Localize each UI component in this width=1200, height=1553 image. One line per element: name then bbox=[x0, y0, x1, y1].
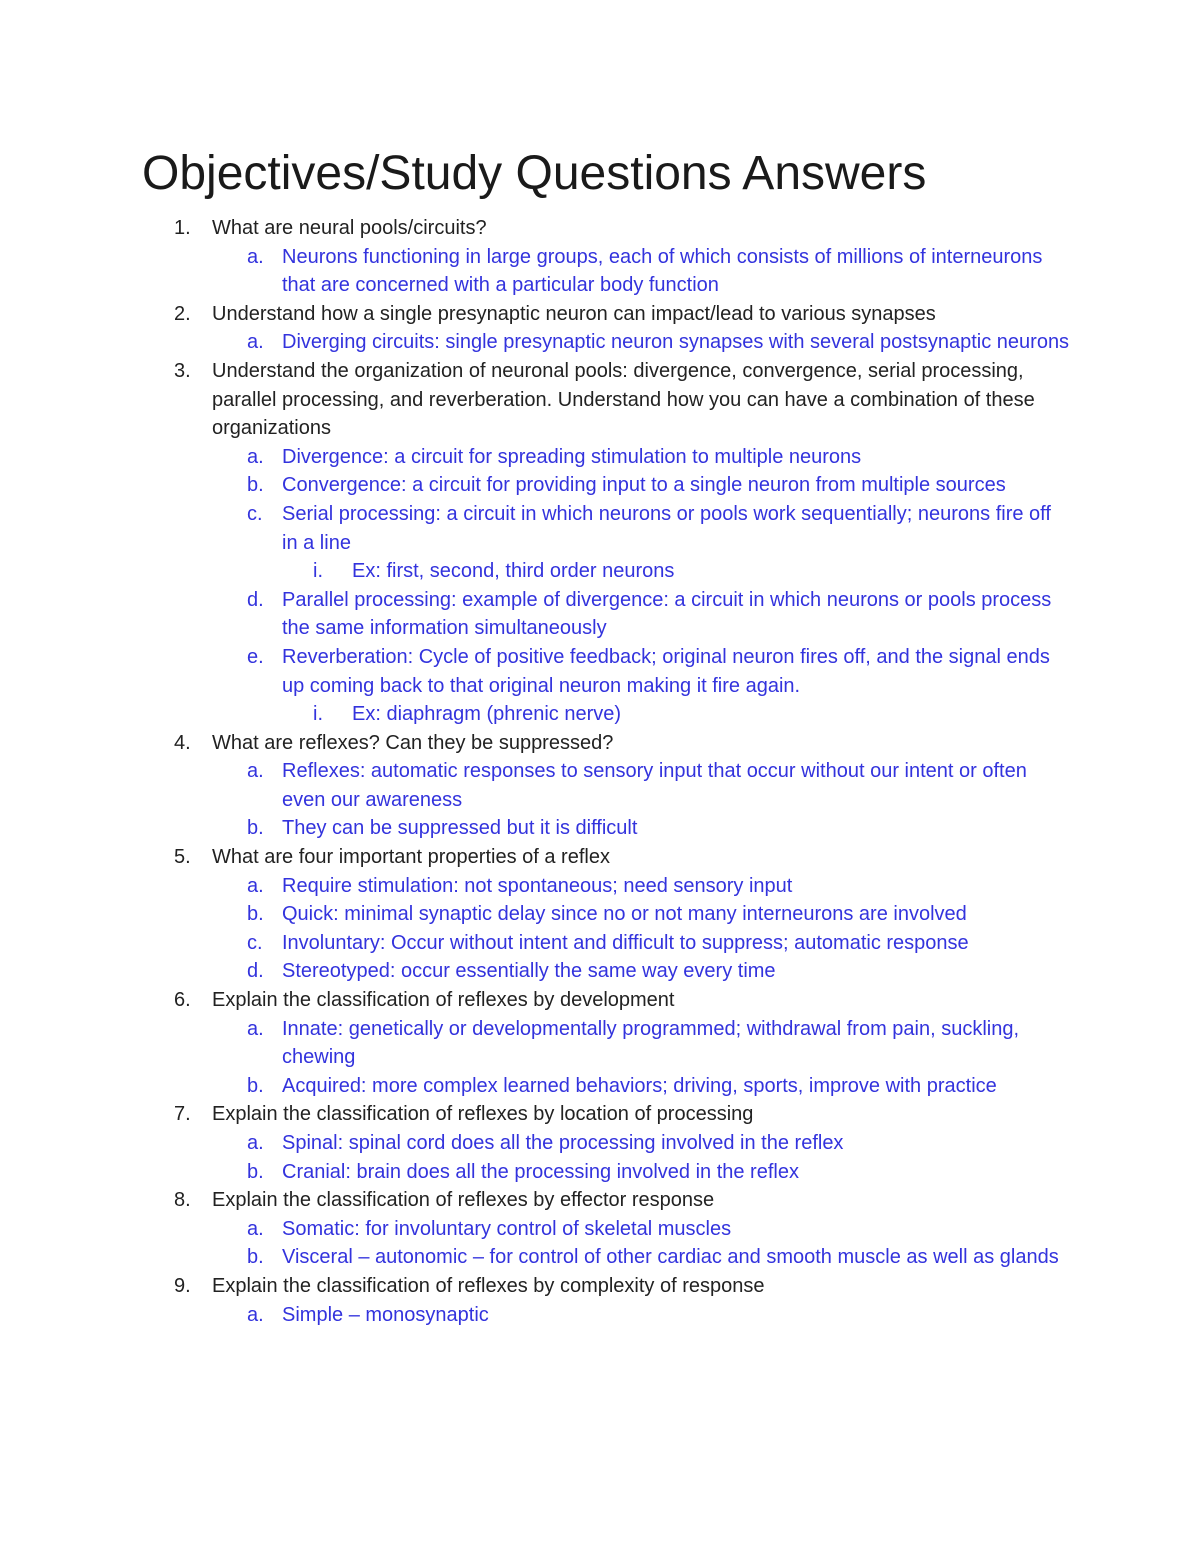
answer-text: Parallel processing: example of divergence: a circuit in which neurons or pools process the same information simultaneously bbox=[282, 588, 1052, 640]
question-item bbox=[142, 1272, 1072, 1301]
list-marker: c. bbox=[247, 502, 263, 525]
list-marker: a. bbox=[247, 874, 264, 897]
list-marker: b. bbox=[247, 474, 264, 497]
answer-item bbox=[142, 1301, 1072, 1330]
answer-text: Somatic: for involuntary control of skeletal muscles bbox=[282, 1217, 732, 1240]
question-item bbox=[142, 214, 1072, 243]
question-text: Explain the classification of reflexes by location of processing bbox=[212, 1103, 754, 1126]
question-item bbox=[142, 986, 1072, 1015]
answer-text: Require stimulation: not spontaneous; need sensory input bbox=[282, 874, 793, 897]
answer-item bbox=[142, 929, 1072, 958]
answer-text: Reverberation: Cycle of positive feedback; original neuron fires off, and the signal ends up coming back to that original neuron making it fire again. bbox=[282, 645, 1050, 697]
answer-item bbox=[142, 1072, 1072, 1101]
list-marker: i. bbox=[313, 703, 323, 726]
list-marker: b. bbox=[247, 1074, 264, 1097]
answer-text: Involuntary: Occur without intent and difficult to suppress; automatic response bbox=[282, 931, 969, 954]
list-marker: b. bbox=[247, 903, 264, 926]
question-text: What are reflexes? Can they be suppressed? bbox=[212, 731, 614, 754]
question-item bbox=[142, 357, 1072, 443]
answer-item bbox=[142, 814, 1072, 843]
answer-text: Spinal: spinal cord does all the processing involved in the reflex bbox=[282, 1132, 844, 1154]
answer-item bbox=[142, 328, 1072, 357]
question-item bbox=[142, 1100, 1072, 1129]
list-marker: a. bbox=[247, 760, 264, 783]
answer-item bbox=[142, 900, 1072, 929]
list-marker: a. bbox=[247, 1217, 264, 1240]
list-marker: i. bbox=[313, 560, 323, 583]
question-text: What are neural pools/circuits? bbox=[212, 217, 487, 239]
question-text: Explain the classification of reflexes by development bbox=[212, 989, 675, 1012]
answer-item bbox=[142, 957, 1072, 986]
question-item bbox=[142, 729, 1072, 758]
list-marker: e. bbox=[247, 645, 264, 668]
answer-item bbox=[142, 1215, 1072, 1244]
list-marker: 4. bbox=[174, 731, 191, 754]
answer-text: Innate: genetically or developmentally programmed; withdrawal from pain, suckling, chewing bbox=[282, 1017, 1020, 1069]
answer-item bbox=[142, 1015, 1072, 1072]
question-text: Understand the organization of neuronal pools: divergence, convergence, serial processing, parallel processing, and reverberation. Understand how you can have a combination of these organizations bbox=[212, 359, 1035, 440]
answer-text: Ex: first, second, third order neurons bbox=[352, 560, 675, 583]
answer-item bbox=[142, 757, 1072, 814]
list-marker: 8. bbox=[174, 1189, 191, 1212]
list-marker: b. bbox=[247, 817, 264, 840]
list-marker: a. bbox=[247, 445, 264, 468]
answer-item bbox=[142, 1158, 1072, 1187]
answer-item bbox=[142, 1129, 1072, 1158]
list-marker: 2. bbox=[174, 302, 191, 325]
answer-text: Stereotyped: occur essentially the same way every time bbox=[282, 960, 776, 983]
list-marker: a. bbox=[247, 1017, 264, 1040]
answer-item bbox=[142, 643, 1072, 700]
list-marker: 1. bbox=[174, 217, 191, 239]
answer-text: Serial processing: a circuit in which neurons or pools work sequentially; neurons fire off in a line bbox=[282, 502, 1051, 554]
list-marker: 9. bbox=[174, 1274, 191, 1297]
answer-text: Visceral – autonomic – for control of other cardiac and smooth muscle as well as glands bbox=[282, 1246, 1059, 1269]
list-marker: 7. bbox=[174, 1103, 191, 1126]
question-item bbox=[142, 1186, 1072, 1215]
answer-text: Simple – monosynaptic bbox=[282, 1303, 489, 1326]
answer-item bbox=[142, 872, 1072, 901]
answer-text: Ex: diaphragm (phrenic nerve) bbox=[352, 703, 622, 726]
list-marker: c. bbox=[247, 931, 263, 954]
answer-text: Cranial: brain does all the processing involved in the reflex bbox=[282, 1160, 799, 1183]
answer-item bbox=[142, 500, 1072, 557]
list-marker: 6. bbox=[174, 989, 191, 1012]
answer-text: Diverging circuits: single presynaptic neuron synapses with several postsynaptic neurons bbox=[282, 331, 1070, 354]
page-title: Objectives/Study Questions Answers bbox=[142, 147, 927, 200]
answer-item bbox=[142, 586, 1072, 643]
study-question-list bbox=[142, 214, 1072, 1329]
answer-text: Convergence: a circuit for providing input to a single neuron from multiple sources bbox=[282, 474, 1006, 497]
sub-answer-item bbox=[142, 700, 1072, 729]
question-text: Explain the classification of reflexes by complexity of response bbox=[212, 1274, 765, 1297]
question-text: Understand how a single presynaptic neuron can impact/lead to various synapses bbox=[212, 302, 936, 325]
answer-text: Acquired: more complex learned behaviors; driving, sports, improve with practice bbox=[282, 1074, 997, 1097]
list-marker: a. bbox=[247, 331, 264, 354]
list-marker: 3. bbox=[174, 359, 191, 382]
answer-text: They can be suppressed but it is difficult bbox=[282, 817, 638, 840]
answer-text: Reflexes: automatic responses to sensory input that occur without our intent or often even our awareness bbox=[282, 760, 1027, 811]
question-item bbox=[142, 300, 1072, 329]
list-marker: d. bbox=[247, 960, 264, 983]
sub-answer-item bbox=[142, 557, 1072, 586]
list-marker: a. bbox=[247, 1132, 264, 1154]
answer-item bbox=[142, 471, 1072, 500]
answer-item bbox=[142, 243, 1072, 300]
answer-item bbox=[142, 1243, 1072, 1272]
question-text: Explain the classification of reflexes by effector response bbox=[212, 1189, 715, 1212]
list-marker: a. bbox=[247, 245, 264, 268]
answer-text: Neurons functioning in large groups, each of which consists of millions of interneurons that are concerned with a particular body function bbox=[282, 245, 1043, 297]
answer-item bbox=[142, 443, 1072, 472]
list-marker: b. bbox=[247, 1160, 264, 1183]
answer-text: Divergence: a circuit for spreading stimulation to multiple neurons bbox=[282, 445, 862, 468]
question-text: What are four important properties of a reflex bbox=[212, 846, 610, 869]
list-marker: b. bbox=[247, 1246, 264, 1269]
list-marker: a. bbox=[247, 1303, 264, 1326]
question-item bbox=[142, 843, 1072, 872]
list-marker: 5. bbox=[174, 846, 191, 869]
list-marker: d. bbox=[247, 588, 264, 611]
answer-text: Quick: minimal synaptic delay since no or not many interneurons are involved bbox=[282, 903, 967, 926]
